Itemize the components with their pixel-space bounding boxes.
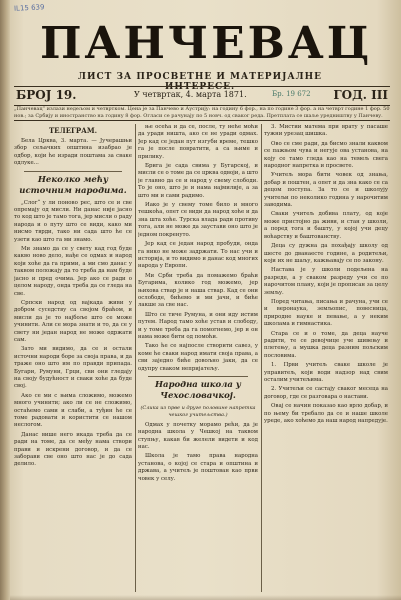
issue-date: У четвртак, 4. марта 1871. xyxy=(134,90,247,99)
binding-spine xyxy=(0,0,10,600)
paragraph: Што се тиче Румуна, и они иду истим путем. Народ тамо хоће устав и слободу, и у томе треба да га помогнемо, јер и он нама може бити од помоћи. xyxy=(138,311,258,340)
paragraph: Поред читања, писања и рачуна, учи се и веронаука, земљопис, повесница, природне науке и певање, а у неким школама и гимнастика. xyxy=(264,298,388,328)
section-divider xyxy=(24,171,122,172)
paragraph: Зато ми видимо, да се и остали источни народи боре за своја права, и да траже оно што им по правди припада. Бугари, Румуни, Грци, сви они гледају на своју будућност и сваки хоће да буде свој. xyxy=(14,346,132,390)
subscription-notice: „Панчевац“ излази недељом и четвртком. Цена је за Панчево и Аустрију: на годину 6 фор., на по године 3 фор. а на четврт године 1 фор. 50 нов.; за Србију и иностранство на годину 8 фор. Огласи се рачунају по 5 новч. од сваког реда. Претплата се шаље уредништву у Панчеву. xyxy=(14,106,390,119)
column-1 xyxy=(14,124,132,594)
paragraph: Настава је у школи подељена на разреде, а у сваком разреду учи се по нарочитом плану, који је прописан за целу земљу. xyxy=(264,267,388,296)
paragraph: 3. Мистии матема при врату у пасаше тужни урезац шишка. xyxy=(264,124,388,138)
issue-reference-stamp: Бр. 19 672 xyxy=(272,90,311,98)
paragraph: Сваки учитељ добива плату, од које може пристојно да живи, и стан у школи, а поред тога и башту, у којој учи децу воћарству и баштованству. xyxy=(264,211,388,240)
article-subtitle: (Слика из прве и друге половине напретка чешког учитељства.) xyxy=(140,405,256,419)
section-divider xyxy=(148,376,248,377)
issue-year: ГОД. III xyxy=(333,88,388,102)
paragraph: Ако се ми с њима сложимо, можемо много учинити; ако ли се не сложимо, остаћемо сами и слаби, а туђин ће се томе радовати и користити се нашом неслогом. xyxy=(14,392,132,429)
paragraph: Тако ће се најпосле створити савез, у коме ће сваки народ имати своја права, а сви заједно биће довољно јаки, да се одупру сваком непријатељу. xyxy=(138,343,258,372)
paragraph: Српски народ од вајкада живи у добром суседству са својом браћом, и мисли да је то најбоље што се може учинити. Али се мора знати и то, да се у свету ни један народ не може одржати сам. xyxy=(14,299,132,343)
masthead-subtitle: ЛИСТ ЗА ПРОСВЕТНЕ И МАТЕРИЈАЛНЕ ИНТЕРЕСЕ. xyxy=(77,72,322,92)
paragraph: Учитељ мора бити човек од знања, добар и поштен, а опет и да зна како се са децом поступа. За то се и школују учитељи по неколико година у нарочитим заводима. xyxy=(264,172,388,209)
paragraph: „Слог“ у ли поново рес, што се и све опремају од мисли. Ни данас није јасно то код што је тамо тога, јер мисли о раду народа и о путу што се види, како ми нисмо тврди, тако ни сада што ће се узети као што га ми знамо. xyxy=(14,199,132,243)
telegram-text: Бела Црква, 3. марта. — Јучерашњи збор сељачких општина изабрао је одбор, који ће изради поштама за сваке одлуке... xyxy=(14,138,132,167)
paragraph: Брига је сада свима у Бугарској, и мисли се о томе да се црква одвоји, а што је главно да се и народ у свему слободи. То је оно, што је и нама најмилије, а за што ми и сами радимо. xyxy=(138,163,258,199)
telegram-heading: ТЕЛЕГРАМ. xyxy=(48,126,98,135)
article-title: Народна школа у Чехословачкој. xyxy=(155,380,241,401)
paragraph: Овај се начин показао као врло добар, и по њему би требало да се и наше школе уреде, ако хоћемо да наш народ напредује. xyxy=(264,403,388,425)
paragraph: Школа је тамо права народна установа, о којој се стара и општина и држава, а учитељ је поштован као први човек у селу. xyxy=(138,453,258,482)
issue-number: БРОЈ 19. xyxy=(16,88,77,102)
library-stamp: IL15 639 xyxy=(13,3,45,13)
paragraph: Деца су дужна да похађају школу од шесте до дванаесте године, а родитељи, који их не шаљу, кажњавају се по закону. xyxy=(264,243,388,264)
masthead-title: ПАНЧЕВАЦ xyxy=(40,18,373,69)
column-3 xyxy=(264,124,388,594)
paragraph: 2. Учитељи се састају сваког месеца на договор, где се разговара о настави. xyxy=(264,386,388,400)
paragraph: Ми Срби треба да помажемо браћи Бугарима, колико год можемо, јер њихова ствар је и наша ствар. Кад се они ослободе, бићемо и ми јачи, и биће лакше за све нас. xyxy=(138,272,258,309)
paragraph: Одмах у почетку морамо рећи, да је народна школа у Чешкој на таквом ступњу, какав би желели видети и код нас. xyxy=(138,421,258,451)
paragraph: Данас више него икада треба да се ради на томе, да се међу нама створи прави и искрени договор, и да се заборави све оно што нас је до сада делило. xyxy=(14,431,132,468)
paragraph: ње осећа и да се, после, ту неће моћи да уради ништа, ако се не уради одмах. Јер кад се један пут изгуби време, тешко га је после повратити, а са њиме и прилику. xyxy=(138,124,258,160)
paragraph: 1. Први учитељ сваке школе је управитељ, који води надзор над свим осталим учитељима. xyxy=(264,362,388,383)
column-rule xyxy=(261,124,262,592)
column-rule xyxy=(135,124,136,592)
column-2 xyxy=(138,124,258,594)
page-edge-shadow xyxy=(10,595,401,600)
paragraph: Јер кад се један народ пробуди, онда га нико не може задржати. То нас учи и историја, и то видимо и данас код многих народа у Европи. xyxy=(138,241,258,270)
paragraph: Стара се и о томе, да деца науче радити, те се девојчице уче шивењу и плетењу, а мушка деца разним пољским пословима. xyxy=(264,330,388,359)
article-title: Неколко мећу источним народима. xyxy=(19,174,127,196)
paragraph: Ово се сме ради, да бисмо знали каквом се пажњом чува и негује ова установа, на коју се тамо гледа као на темељ свега народног напретка и просвете. xyxy=(264,140,388,170)
paragraph: Ми знамо да се у свету кад год буде какво ново дело, нађе се одмах и народ који хоће да га прими, а ми смо данас у таквом положају да то треба да нам буде јасно и пред очима. Јер ако се ради о целом народу, онда треба да се гледа на све. xyxy=(14,246,132,297)
paragraph: Иако је у свему томе било и много тешкоћа, опет се види да народ хоће и да зна шта хоће. Турска влада ради противу тога, али не може да заустави оно што је једном покренуто. xyxy=(138,202,258,238)
issue-bar xyxy=(14,86,390,106)
